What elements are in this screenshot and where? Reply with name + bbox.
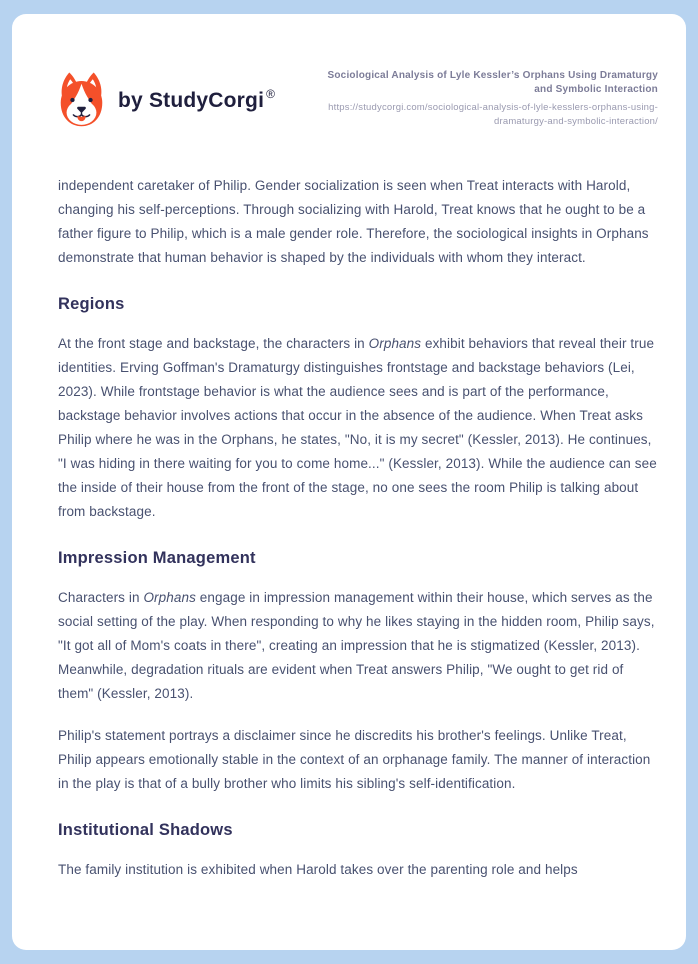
text-run: independent caretaker of Philip. Gender socialization is seen when Treat interacts with Harold, changing his self-perceptions. Through socializing with Harold, Treat knows that he ought to be a father figure to Philip, which is a male gender role. Therefore, the sociological insights in Orphans demonstrate that human behavior is shaped by the individuals with whom they interact. [58,178,649,265]
text-run: exhibit behaviors that reveal their true identities. Erving Goffman's Dramaturgy distinguishes frontstage and backstage behaviors (Lei, 2023). While frontstage behavior is what the audience sees and is part of the performance, backstage behavior involves actions that occur in the absence of the audience. When Treat asks Philip where he was in the Orphans, he states, "No, it is my secret" (Kessler, 2013). He continues, "I was hiding in there waiting for you to come home..." (Kessler, 2013). While the audience can see the inside of their house from the front of the stage, no one sees the room Philip is talking about from backstage. [58,336,657,519]
section-heading: Regions [58,295,125,313]
text-run: engage in impression management within their house, which serves as the social setting of the play. When responding to why he likes staying in the hidden room, Philip says, "It got all of Mom's coats in there", creating an impression that he is stigmatized (Kessler, 2013). Meanwhile, degradation rituals are evident when Treat answers Philip, "We ought to get rid of them" (Kessler, 2013). [58,590,655,701]
section-heading: Impression Management [58,549,256,567]
document-header [58,72,658,128]
italic-text: Orphans [143,590,196,605]
registered-trademark-symbol: ® [266,87,276,101]
paragraph [58,724,658,796]
corgi-dog-face-icon [58,72,105,128]
brand-wordmark: by StudyCorgi ® [118,87,276,112]
section-heading: Institutional Shadows [58,821,233,839]
text-run: The family institution is exhibited when Harold takes over the parenting role and helps [58,862,578,877]
text-run: Characters in [58,590,144,605]
text-run: At the front stage and backstage, the characters in [58,336,369,351]
article [58,174,658,882]
studycorgi-brand [58,72,275,128]
italic-text: Orphans [368,336,422,351]
paragraph [58,586,658,706]
text-run: Philip's statement portrays a disclaimer since he discredits his brother's feelings. Unlike Treat, Philip appears emotionally stable in the context of an orphanage family. The manner of interaction in the play is that of a bully brother who limits his sibling's self-identification. [58,728,651,791]
document-url: https://studycorgi.com/sociological-analysis-of-lyle-kesslers-orphans-using-dramaturgy-and-symbolic-interaction/ [328,102,658,127]
document-card [12,14,686,950]
paragraph [58,332,658,524]
paragraph [58,174,658,270]
document-title: Sociological Analysis of Lyle Kessler’s Orphans Using Dramaturgy and Symbolic Interaction [327,70,658,95]
document-meta [326,69,658,128]
paragraph [58,858,658,882]
